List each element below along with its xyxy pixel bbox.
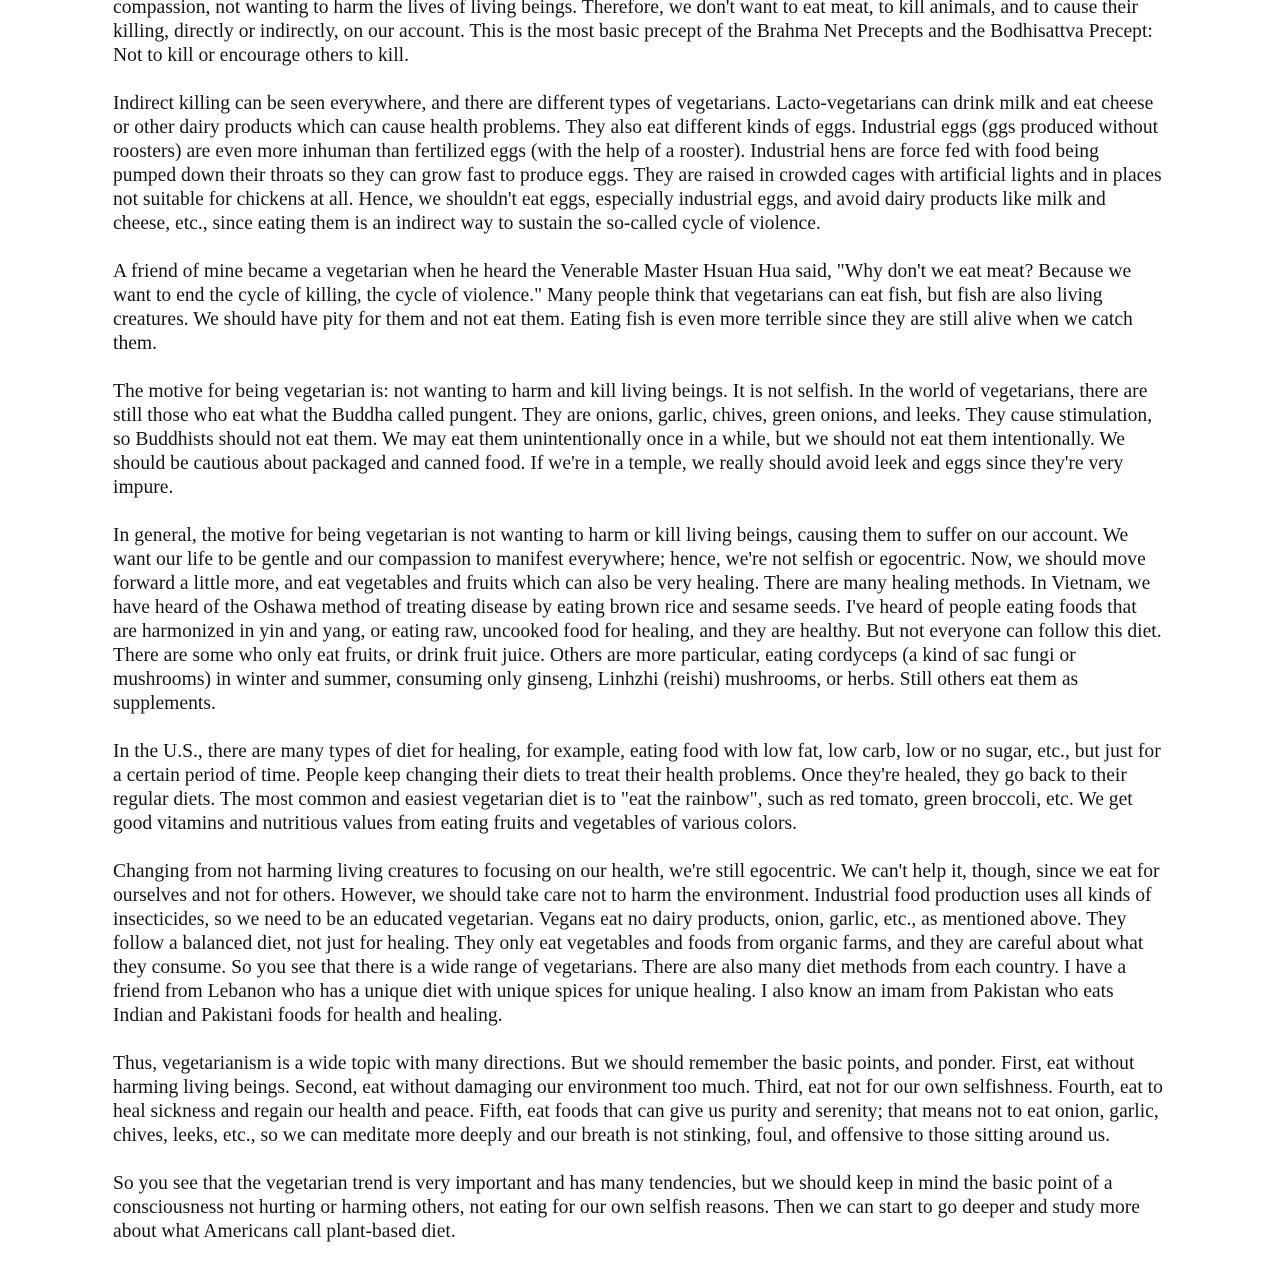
paragraph-basic-points: Thus, vegetarianism is a wide topic with many directions. But we should remember the basic points, and ponder. First, eat without harming living beings. Second, eat without damaging our environment too much. Third, eat not for our own selfishness. Fourth, eat to heal sickness and regain our health and peace. Fifth, eat foods that can give us purity and serenity; that means not to eat onion, garlic, chives, leeks, etc., so we can meditate more deeply and our breath is not stinking, foul, and offensive to those sitting around us. <box>113 1053 1163 1146</box>
document-page <box>113 0 1165 1268</box>
paragraph-friend-hsuan-hua: A friend of mine became a vegetarian when he heard the Venerable Master Hsuan Hua said, "Why don't we eat meat? Because we want to end the cycle of killing, the cycle of violence." Many people think that vegetarians can eat fish, but fish are also living creatures. We should have pity for them and not eat them. Eating fish is even more terrible since they are still alive when we catch them. <box>113 261 1133 354</box>
paragraph-indirect-killing: Indirect killing can be seen everywhere, and there are different types of vegetarians. Lacto-vegetarians can drink milk and eat cheese or other dairy products which can cause health problems. They also eat different kinds of eggs. Industrial eggs (ggs produced without roosters) are even more inhuman than fertilized eggs (with the help of a rooster). Industrial hens are force fed with food being pumped down their throats so they can grow fast to produce eggs. They are raised in crowded cages with artificial lights and in places not suitable for chickens at all. Hence, we shouldn't eat eggs, especially industrial eggs, and avoid dairy products like milk and cheese, etc., since eating them is an indirect way to sustain the so-called cycle of violence. <box>113 93 1162 234</box>
paragraph-precept-intro: compassion, not wanting to harm the lives of living beings. Therefore, we don't want to eat meat, to kill animals, and to cause their killing, directly or indirectly, on our account. This is the most basic precept of the Brahma Net Precepts and the Bodhisattva Precept: Not to kill or encourage others to kill. <box>113 0 1153 66</box>
paragraph-pungent-foods: The motive for being vegetarian is: not wanting to harm and kill living beings. It is not selfish. In the world of vegetarians, there are still those who eat what the Buddha called pungent. They are onions, garlic, chives, green onions, and leeks. They cause stimulation, so Buddhists should not eat them. We may eat them unintentionally once in a while, but we should not eat them intentionally. We should be cautious about packaged and canned food. If we're in a temple, we really should avoid leek and eggs since they're very impure. <box>113 381 1153 498</box>
paragraph-healing-methods: In general, the motive for being vegetarian is not wanting to harm or kill living beings, causing them to suffer on our account. We want our life to be gentle and our compassion to manifest everywhere; hence, we're not selfish or egocentric. Now, we should move forward a little more, and eat vegetables and fruits which can also be very healing. There are many healing methods. In Vietnam, we have heard of the Oshawa method of treating disease by eating brown rice and sesame seeds. I've heard of people eating foods that are harmonized in yin and yang, or eating raw, uncooked food for healing, and they are healthy. But not everyone can follow this diet. There are some who only eat fruits, or drink fruit juice. Others are more particular, eating cordyceps (a kind of sac fungi or mushrooms) in winter and summer, consuming only ginseng, Linhzhi (reishi) mushrooms, or herbs. Still others eat them as supplements. <box>113 525 1162 714</box>
paragraph-conclusion: So you see that the vegetarian trend is very important and has many tendencies, but we should keep in mind the basic point of a consciousness not hurting or harming others, not eating for our own selfish reasons. Then we can start to go deeper and study more about what Americans call plant-based diet. <box>113 1173 1140 1242</box>
paragraph-us-diets: In the U.S., there are many types of diet for healing, for example, eating food with low fat, low carb, low or no sugar, etc., but just for a certain period of time. People keep changing their diets to treat their health problems. Once they're healed, they go back to their regular diets. The most common and easiest vegetarian diet is to "eat the rainbow", such as red tomato, green broccoli, etc. We get good vitamins and nutritious values from eating fruits and vegetables of various colors. <box>113 741 1161 834</box>
paragraph-environment: Changing from not harming living creatures to focusing on our health, we're still egocentric. We can't help it, though, since we eat for ourselves and not for others. However, we should take care not to harm the environment. Industrial food production uses all kinds of insecticides, so we need to be an educated vegetarian. Vegans eat no dairy products, onion, garlic, etc., as mentioned above. They follow a balanced diet, not just for healing. They only eat vegetables and foods from organic farms, and they are careful about what they consume. So you see that there is a wide range of vegetarians. There are also many diet methods from each country. I have a friend from Lebanon who has a unique diet with unique spices for unique healing. I also know an imam from Pakistan who eats Indian and Pakistani foods for health and healing. <box>113 861 1160 1026</box>
